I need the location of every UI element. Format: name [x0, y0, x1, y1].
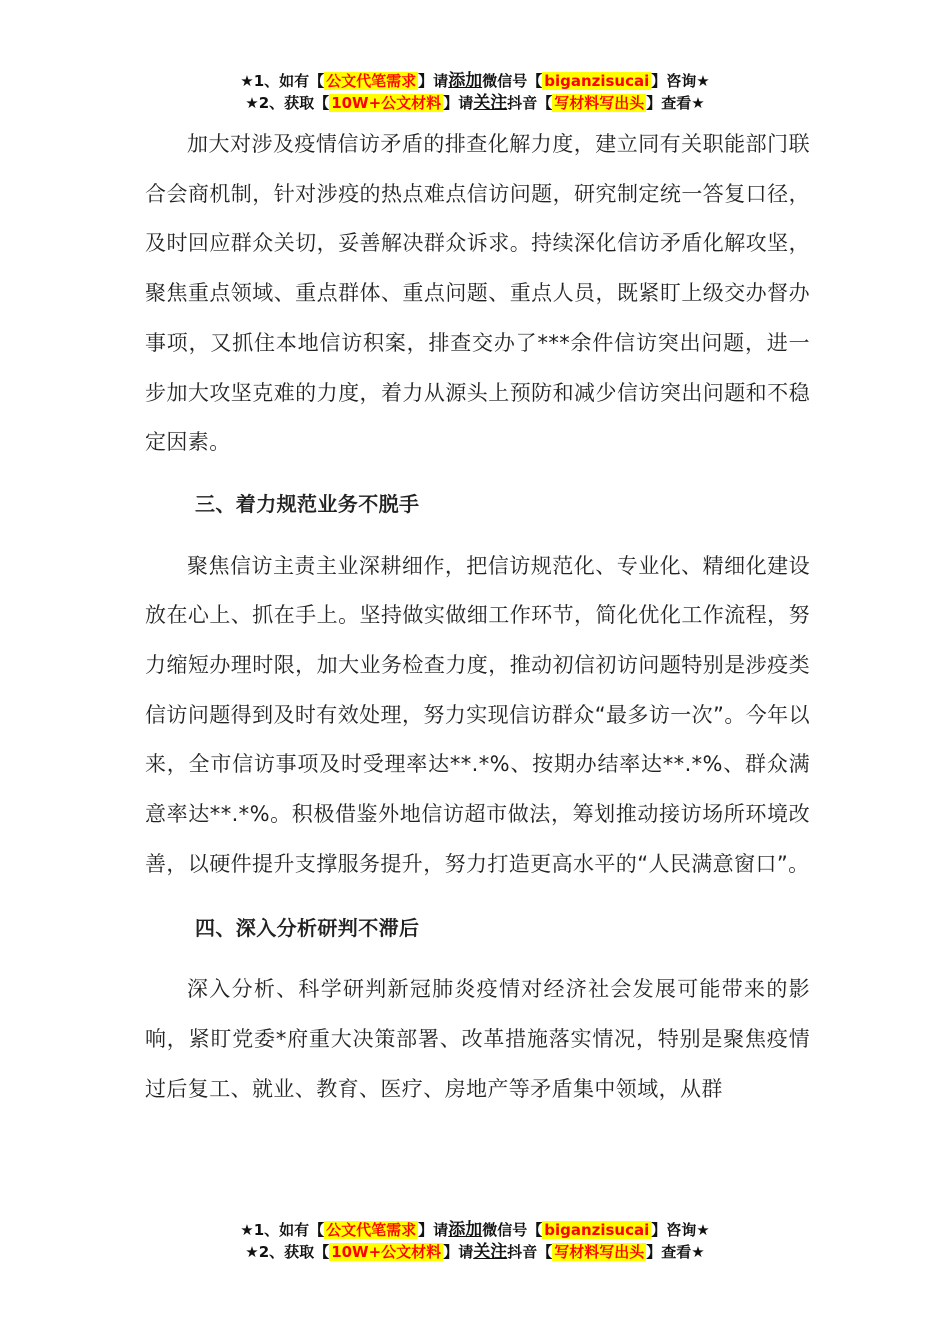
header-banner-line-1: [0, 70, 950, 92]
banner-underlined: 添加: [448, 71, 483, 91]
footer-banner-line-2: [0, 1241, 950, 1263]
banner-text: 微信号【: [482, 1221, 543, 1239]
banner-text: ★1、如有【: [240, 1221, 325, 1239]
banner-highlight-wechat-id: biganzisucai: [544, 1221, 650, 1239]
banner-text: 抖音【: [507, 1243, 553, 1261]
header-banner: [0, 70, 950, 114]
banner-text: ★2、获取【: [245, 1243, 330, 1261]
banner-text: 】请: [443, 1243, 474, 1261]
banner-text: ★1、如有【: [240, 72, 325, 90]
banner-underlined: 关注: [473, 93, 508, 113]
banner-text: 】请: [418, 1221, 449, 1239]
banner-text: 】请: [443, 94, 474, 112]
paragraph: 深入分析、科学研判新冠肺炎疫情对经济社会发展可能带来的影响，紧盯党委*府重大决策部署、改革措施落实情况，特别是聚焦疫情过后复工、就业、教育、医疗、房地产等矛盾集中领域，从群: [145, 977, 810, 1101]
section-heading: 四、深入分析研判不滞后: [195, 915, 420, 940]
section-heading: 三、着力规范业务不脱手: [195, 491, 420, 516]
banner-highlight: 10W+公文材料: [331, 94, 442, 112]
footer-banner: [0, 1219, 950, 1263]
banner-underlined: 关注: [473, 1242, 508, 1262]
banner-text: ★2、获取【: [245, 94, 330, 112]
banner-text: 】咨询★: [651, 1221, 710, 1239]
banner-text: 抖音【: [507, 94, 553, 112]
banner-highlight: 公文代笔需求: [326, 72, 417, 90]
paragraph: 聚焦信访主责主业深耕细作，把信访规范化、专业化、精细化建设放在心上、抓在手上。坚持做实做细工作环节，简化优化工作流程，努力缩短办理时限，加大业务检查力度，推动初信初访问题特别是涉疫类信访问题得到及时有效处理，努力实现信访群众“最多访一次”。今年以来，全市信访事项及时受理率达**.*%、按期办结率达**.*%、群众满意率达**.*%。积极借鉴外地信访超市做法，筹划推动接访场所环境改善，以硬件提升支撑服务提升，努力打造更高水平的“人民满意窗口”。: [145, 553, 810, 876]
banner-text: 】查看★: [646, 94, 705, 112]
banner-highlight-douyin-id: 写材料写出头: [554, 94, 645, 112]
banner-underlined: 添加: [448, 1220, 483, 1240]
banner-highlight-douyin-id: 写材料写出头: [554, 1243, 645, 1261]
banner-text: 微信号【: [482, 72, 543, 90]
banner-highlight: 10W+公文材料: [331, 1243, 442, 1261]
header-banner-line-2: [0, 92, 950, 114]
footer-banner-line-1: [0, 1219, 950, 1241]
banner-highlight: 公文代笔需求: [326, 1221, 417, 1239]
banner-highlight-wechat-id: biganzisucai: [544, 72, 650, 90]
banner-text: 】请: [418, 72, 449, 90]
document-body: [145, 120, 810, 1114]
banner-text: 】咨询★: [651, 72, 710, 90]
banner-text: 】查看★: [646, 1243, 705, 1261]
paragraph: 加大对涉及疫情信访矛盾的排查化解力度，建立同有关职能部门联合会商机制，针对涉疫的热点难点信访问题，研究制定统一答复口径，及时回应群众关切，妥善解决群众诉求。持续深化信访矛盾化解攻坚，聚焦重点领域、重点群体、重点问题、重点人员，既紧盯上级交办督办事项，又抓住本地信访积案，排查交办了***余件信访突出问题，进一步加大攻坚克难的力度，着力从源头上预防和减少信访突出问题和不稳定因素。: [145, 132, 810, 455]
